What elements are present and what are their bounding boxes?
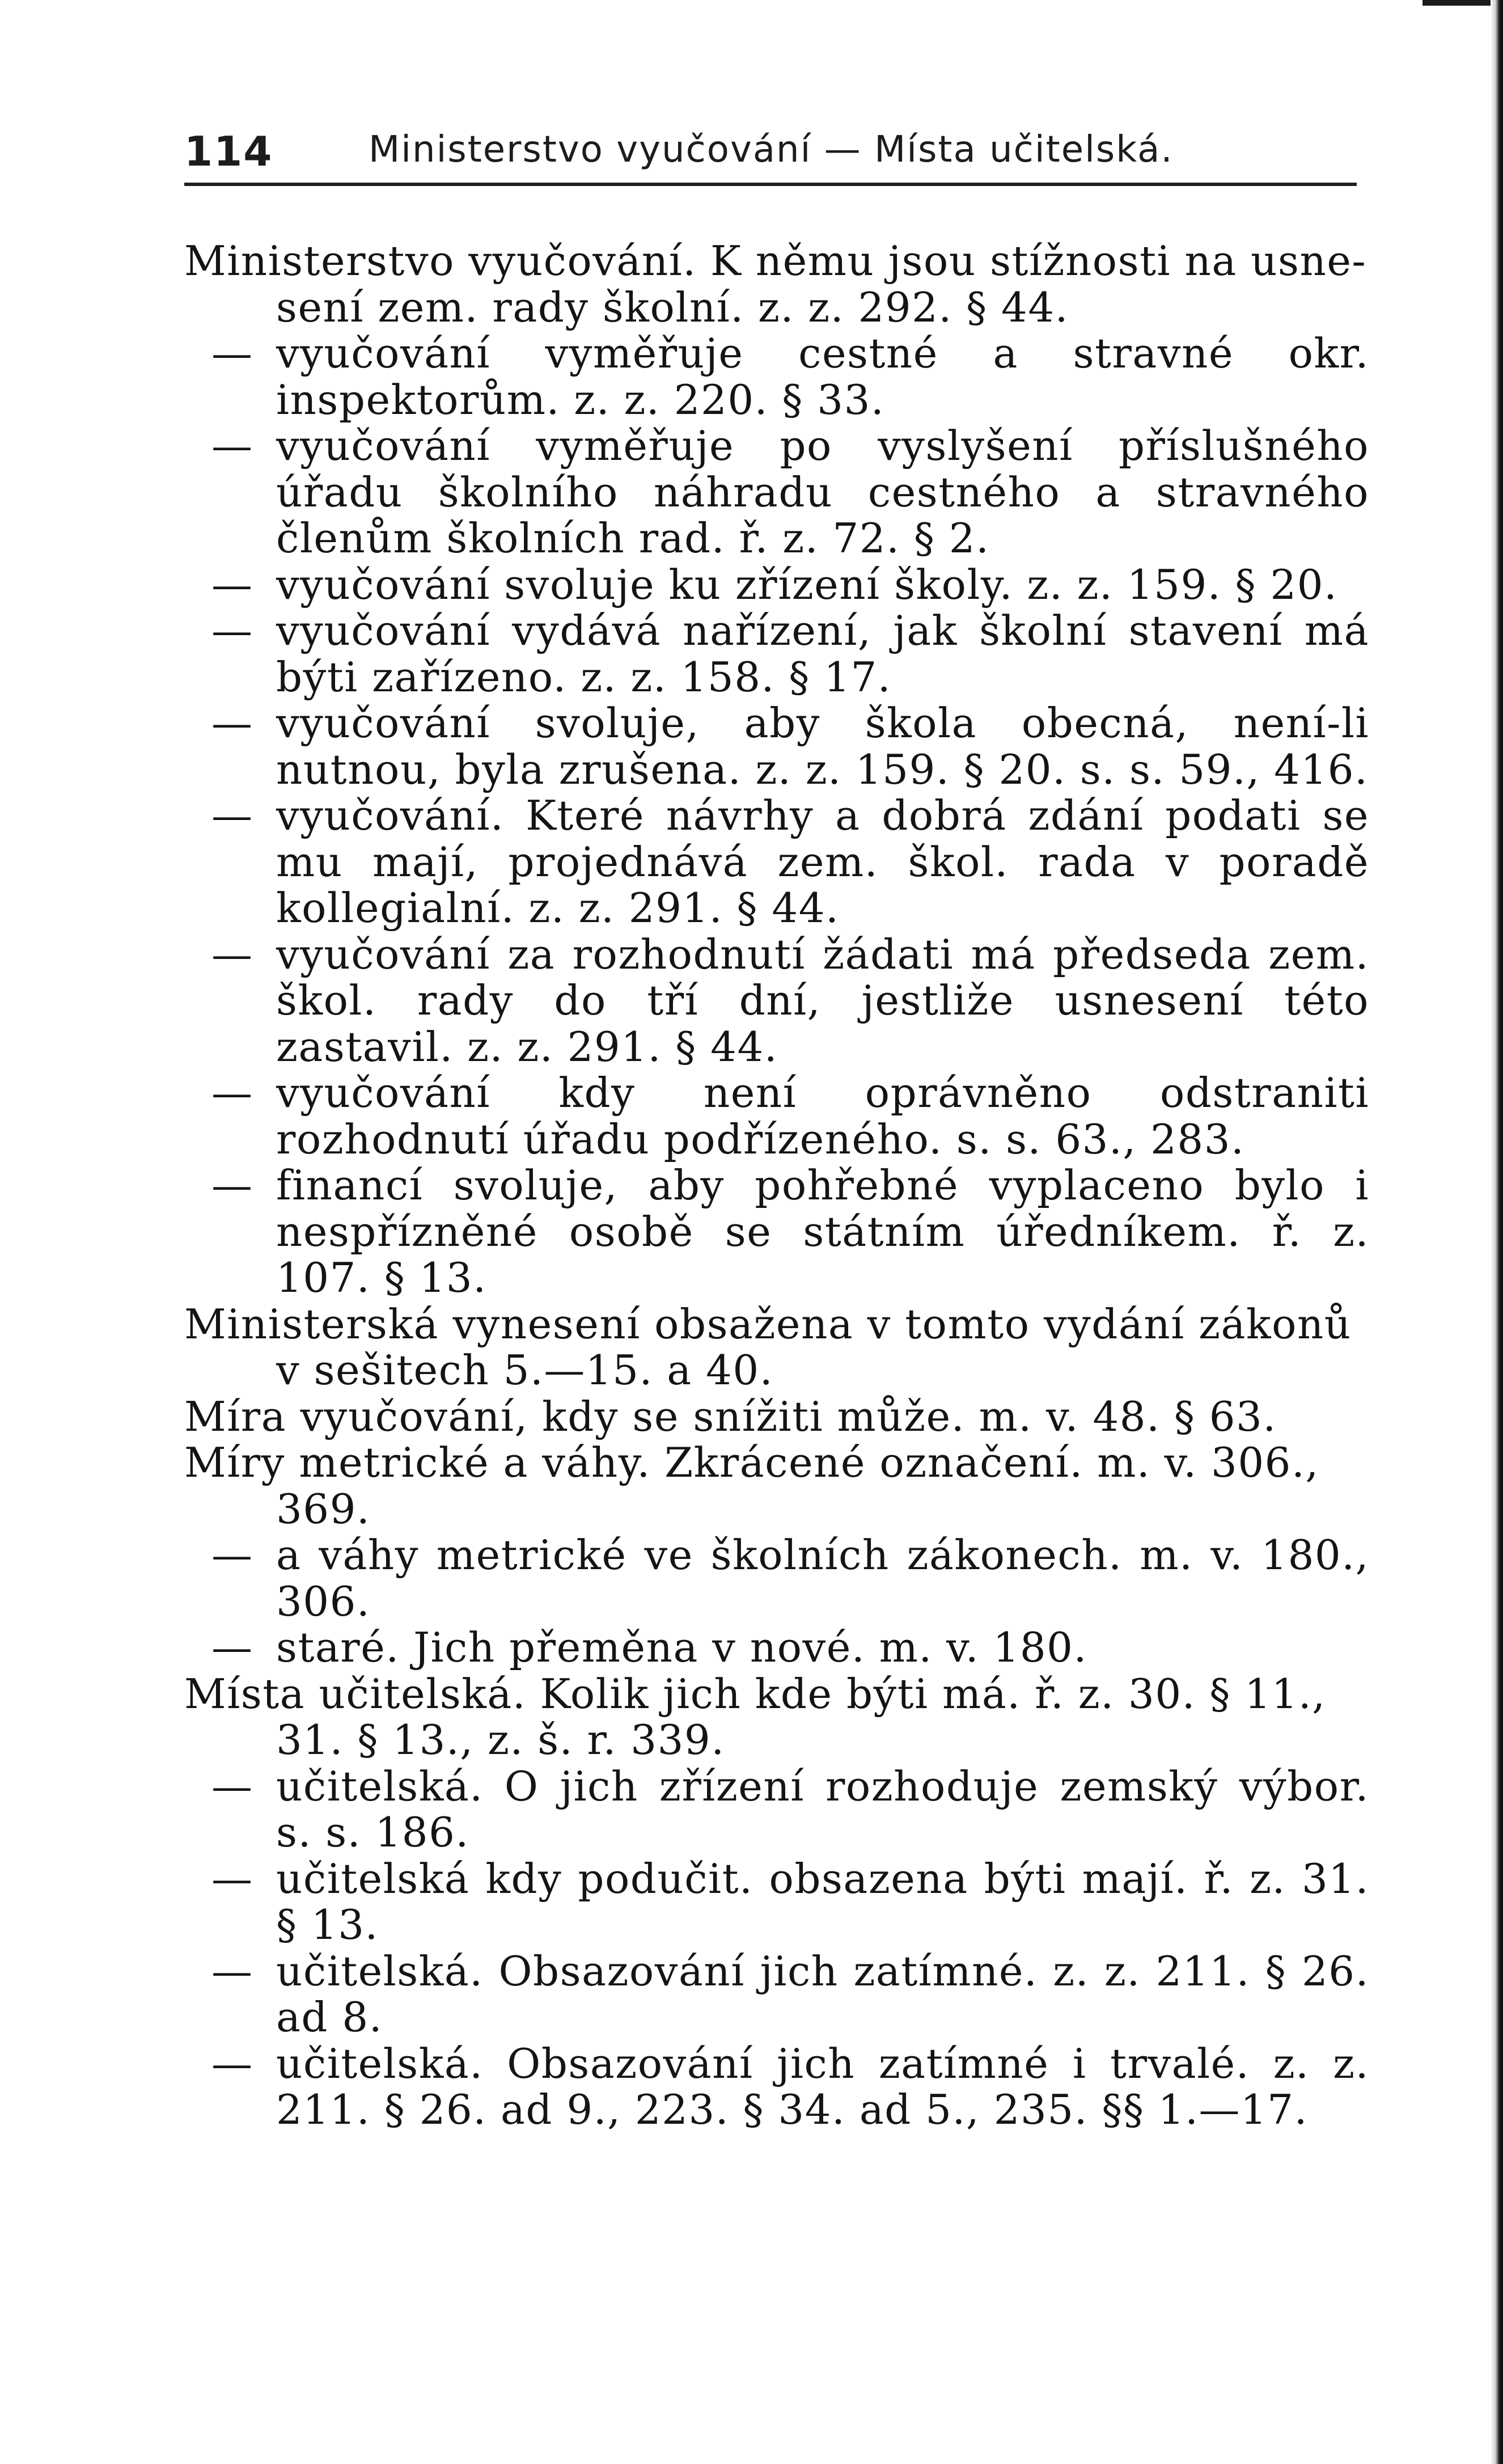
index-entry [184, 1671, 1369, 1764]
index-entry [184, 1394, 1369, 1440]
entry-text: učitelská kdy podučit. obsazena býti mají. ř. z. 31. § 13. [276, 1854, 1369, 1949]
running-title: Ministerstvo vyučování — Místa učitelská. [369, 129, 1174, 171]
entry-dash: — [211, 2039, 253, 2087]
entry-text: vyučování vyměřuje po vyslyšení příslušného úřadu školního náhradu cestného a stravného členům školních rad. ř. z. 72. § 2. [276, 422, 1369, 562]
index-subentry [184, 1163, 1369, 1301]
entry-text: učitelská. Obsazování jich zatímné i trvalé. z. z. 211. § 26. ad 9., 223. § 34. ad 5., 235. §§ 1.—17. [276, 2039, 1369, 2133]
entry-text: vyučování svoluje, aby škola obecná, není-li nutnou, byla zrušena. z. z. 159. § 20. s. s. 59., 416. [276, 699, 1369, 793]
entry-text: Ministerstvo vyučování. K němu jsou stížnosti na usne- [184, 237, 1367, 285]
entry-dash: — [211, 1854, 253, 1903]
index-subentry [184, 1625, 1369, 1671]
scan-edge-top [1422, 0, 1491, 6]
index-entry [184, 1301, 1369, 1394]
entry-dash: — [211, 560, 253, 608]
entry-text: vyučování za rozhodnutí žádati má předseda zem. škol. rady do tří dní, jestliže usnesení této zastavil. z. z. 291. § 44. [276, 930, 1369, 1071]
entry-text: učitelská. O jich zřízení rozhoduje zemský výbor. s. s. 186. [276, 1762, 1369, 1856]
index-subentry [184, 1070, 1369, 1163]
entry-text: Míry metrické a váhy. Zkrácené označení. m. v. 306., [184, 1439, 1319, 1486]
index-subentry [184, 1949, 1369, 2041]
page-number: 114 [184, 128, 273, 175]
entry-text: Míra vyučování, kdy se snížiti může. m. v. 48. § 63. [184, 1392, 1277, 1440]
index-subentry [184, 932, 1369, 1071]
index-subentry [184, 423, 1369, 562]
index-subentry [184, 562, 1369, 608]
entry-dash: — [211, 1161, 253, 1209]
entry-text: učitelská. Obsazování jich zatímné. z. z. 211. § 26. ad 8. [276, 1947, 1369, 2041]
index-subentry [184, 1532, 1369, 1625]
entry-dash: — [211, 792, 253, 839]
entry-text: staré. Jich přeměna v nové. m. v. 180. [276, 1624, 1087, 1671]
entry-dash: — [211, 930, 253, 978]
index-subentry [184, 793, 1369, 932]
index-entry [184, 238, 1369, 331]
entry-continuation: 31. § 13., z. š. r. 339. [276, 1716, 725, 1764]
index-list [184, 238, 1369, 2133]
entry-dash: — [211, 329, 253, 377]
entry-dash: — [211, 607, 253, 654]
entry-text: vyučování vyměřuje cestné a stravné okr. inspektorům. z. z. 220. § 33. [276, 329, 1369, 424]
entry-text: a váhy metrické ve školních zákonech. m. v. 180., 306. [276, 1531, 1369, 1625]
entry-text: Ministerská vynesení obsažena v tomto vydání zákonů [184, 1300, 1352, 1348]
entry-continuation: v sešitech 5.—15. a 40. [276, 1346, 774, 1394]
entry-dash: — [211, 1531, 253, 1579]
entry-dash: — [211, 1947, 253, 1995]
index-subentry [184, 331, 1369, 423]
scan-edge [1491, 0, 1503, 2464]
index-subentry [184, 1856, 1369, 1949]
entry-text: financí svoluje, aby pohřebné vyplaceno bylo i nespřízněné osobě se státním úředníkem. ř. z. 107. § 13. [276, 1161, 1369, 1301]
index-subentry [184, 700, 1369, 793]
index-subentry [184, 2041, 1369, 2133]
entry-dash: — [211, 1624, 253, 1671]
index-subentry [184, 608, 1369, 700]
header-rule [184, 183, 1357, 186]
entry-dash: — [211, 1762, 253, 1810]
index-subentry [184, 1764, 1369, 1856]
entry-text: vyučování svoluje ku zřízení školy. z. z. 159. § 20. [276, 560, 1338, 608]
entry-continuation: 369. [276, 1485, 371, 1533]
page-header [184, 116, 1358, 179]
entry-dash: — [211, 1069, 253, 1117]
index-entry [184, 1440, 1369, 1532]
entry-text: Místa učitelská. Kolik jich kde býti má. ř. z. 30. § 11., [184, 1670, 1326, 1718]
entry-dash: — [211, 699, 253, 747]
entry-dash: — [211, 422, 253, 470]
entry-text: vyučování kdy není oprávněno odstraniti rozhodnutí úřadu podřízeného. s. s. 63., 283. [276, 1069, 1369, 1163]
entry-text: vyučování vydává nařízení, jak školní stavení má býti zařízeno. z. z. 158. § 17. [276, 607, 1369, 701]
entry-continuation: sení zem. rady školní. z. z. 292. § 44. [276, 283, 1069, 331]
entry-text: vyučování. Které návrhy a dobrá zdání podati se mu mají, projednává zem. škol. rada v poradě kollegialní. z. z. 291. § 44. [276, 792, 1369, 932]
